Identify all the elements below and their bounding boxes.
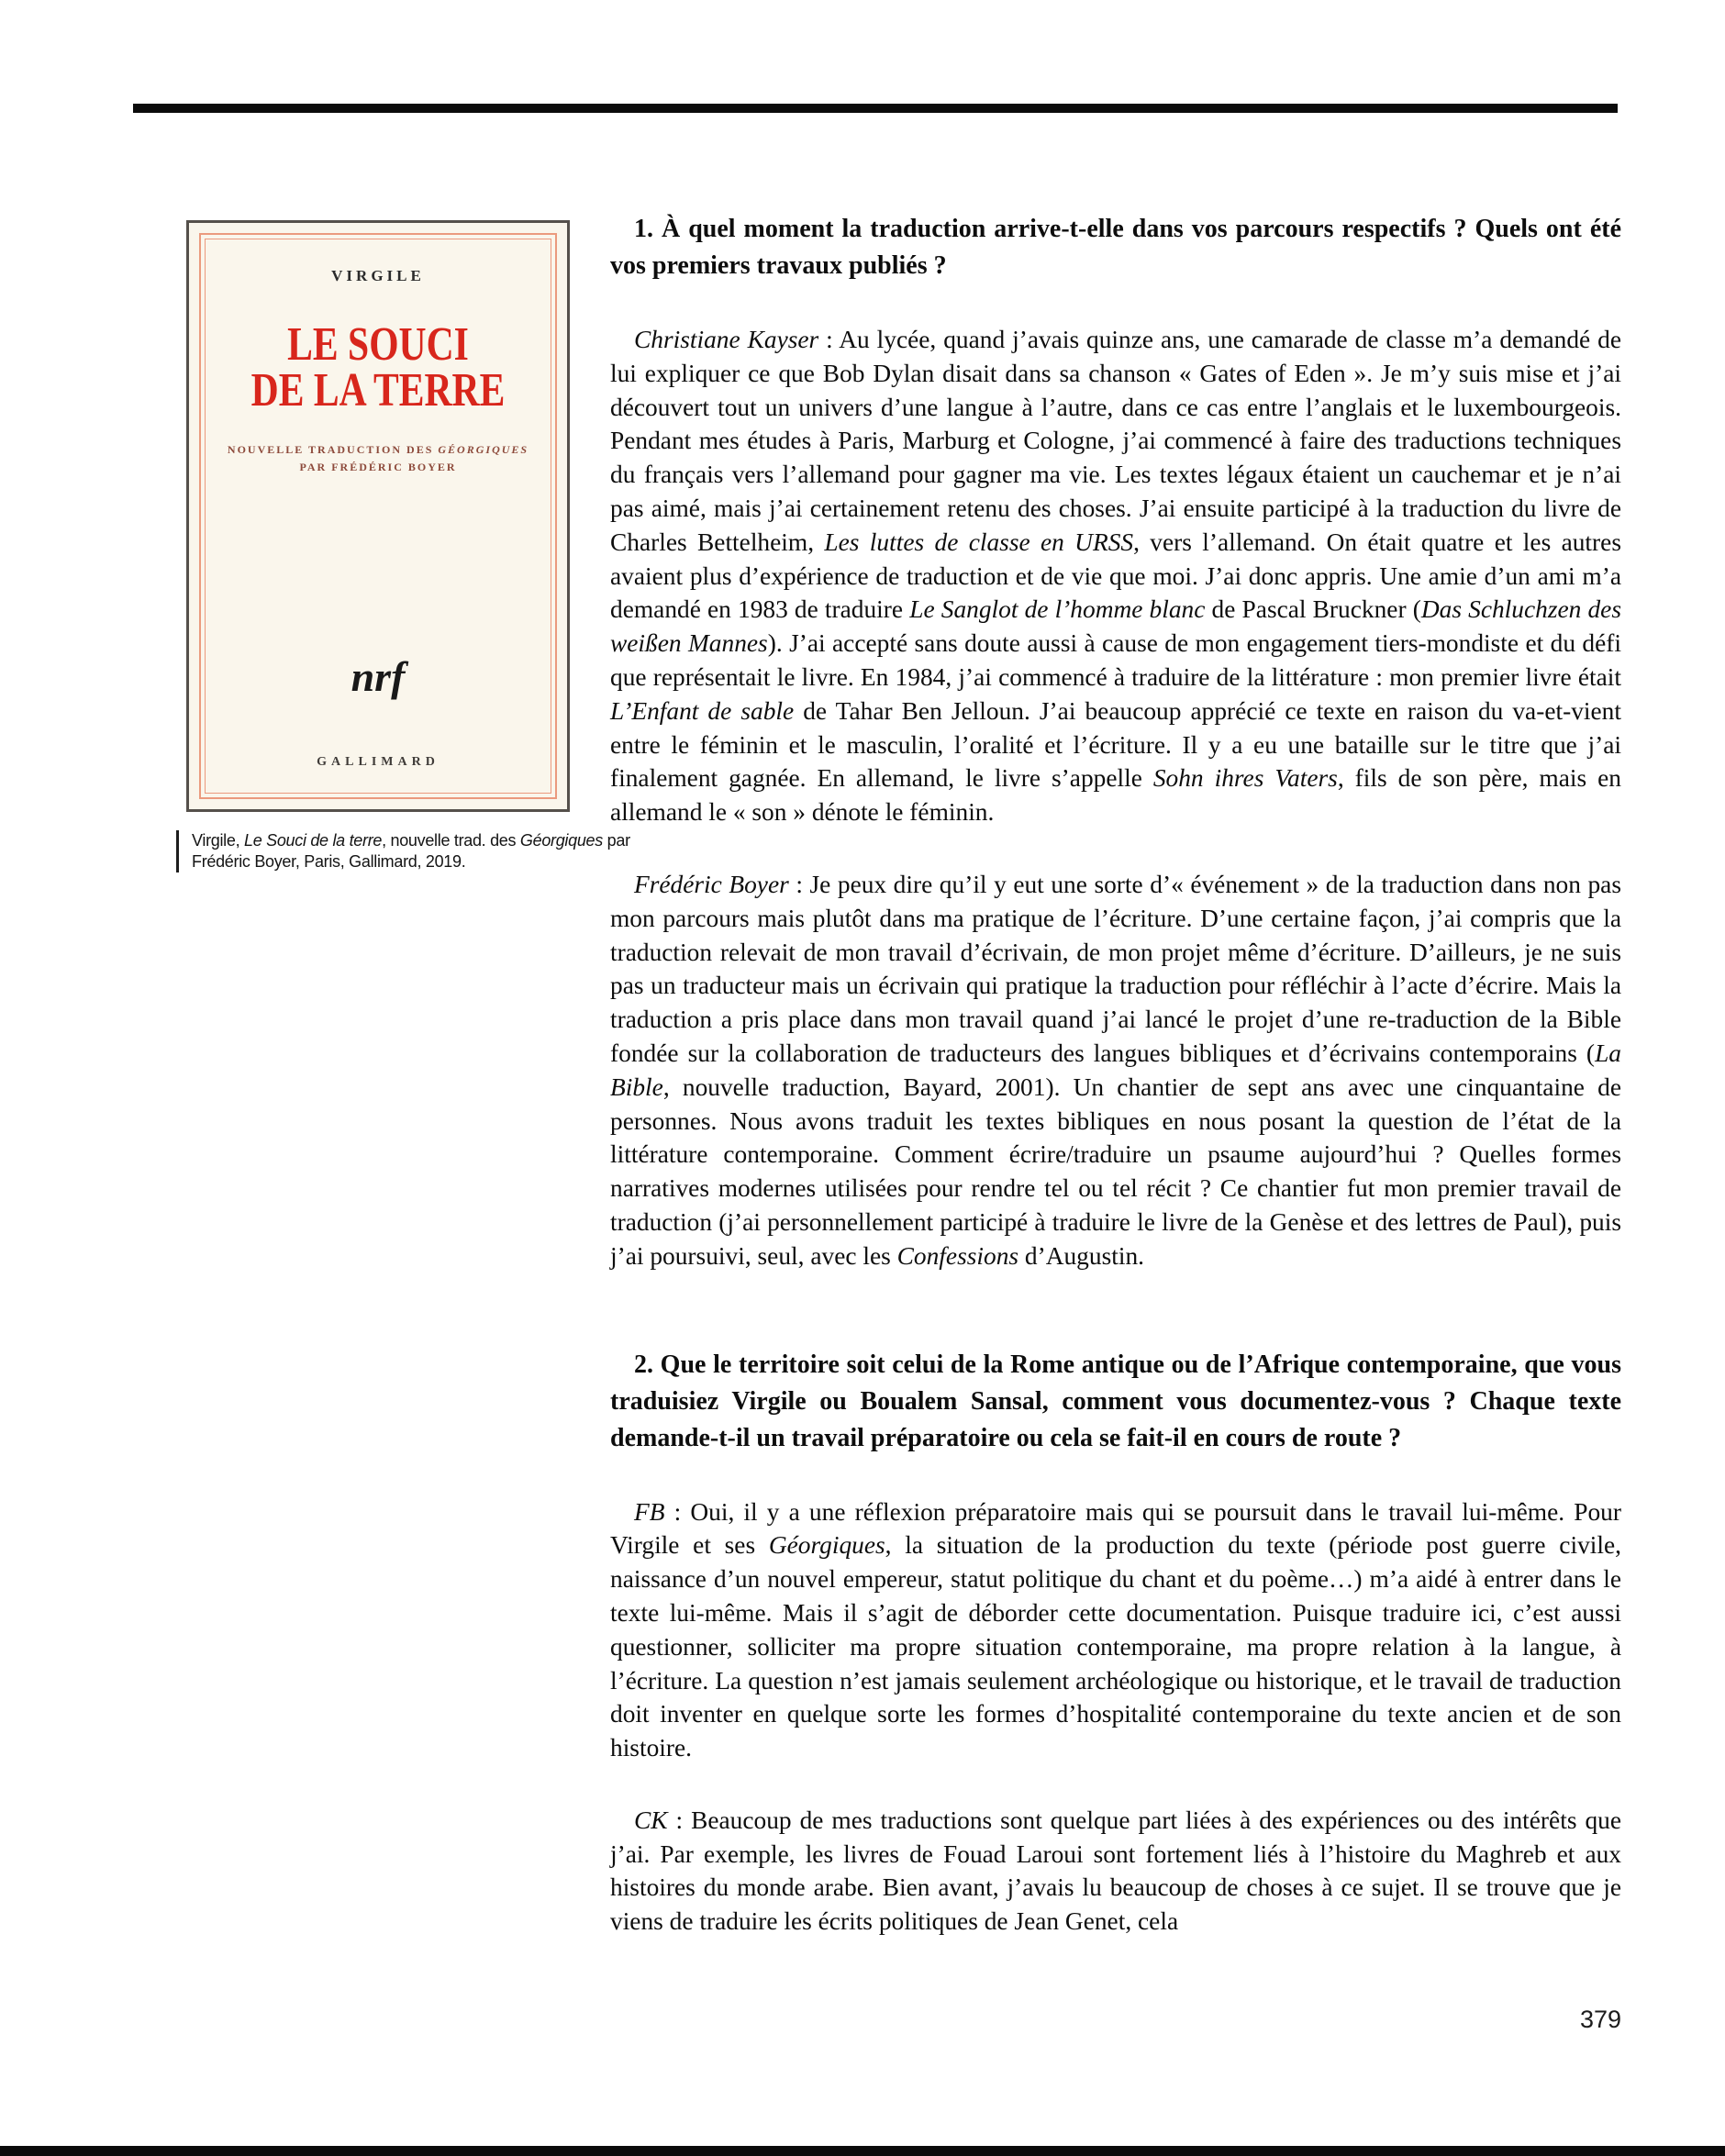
cover-subtitle	[189, 441, 567, 476]
figure-caption-text: Virgile, Le Souci de la terre, nouvelle trad. des Géorgiques par Frédéric Boyer, Paris, Gallimard, 2019.	[192, 831, 630, 871]
interview-answer: Frédéric Boyer : Je peux dire qu’il y eut une sorte d’« événement » de la traduction dans non pas mon parcours mais plutôt dans ma pratique de l’écriture. D’une certaine façon, j’ai compris que la traduction relevait de mon travail d’écrivain, de mon projet même d’écriture. D’ailleurs, je ne suis pas un traducteur mais un écrivain qui pratique la traduction pour réfléchir à l’acte d’écrire. Mais la traduction a pris place dans mon travail quand j’ai lancé le projet d’une re-traduction de la Bible fondée sur la collaboration de traducteurs des langues bibliques et d’écrivains contemporains (La Bible, nouvelle traduction, Bayard, 2001). Un chantier de sept ans avec une cinquantaine de personnes. Nous avons traduit les textes bibliques en nous posant la question de l’état de la littérature contemporaine. Comment écrire/traduire un psaume aujourd’hui ? Quelles formes narratives modernes utilisées pour rendre tel ou tel récit ? Ce chantier fut mon premier travail de traduction (j’ai personnellement participé à traduire le livre de la Genèse et des lettres de Paul), puis j’ai poursuivi, seul, avec les Confessions d’Augustin.	[610, 870, 1621, 1270]
cover-subtitle-line2: PAR FRÉDÉRIC BOYER	[299, 461, 457, 473]
interview-question: 1. À quel moment la traduction arrive-t-elle dans vos parcours respectifs ? Quels ont été vos premiers travaux publiés ?	[610, 215, 1621, 280]
interview-question: 2. Que le territoire soit celui de la Rome antique ou de l’Afrique contemporaine, que vous traduisiez Virgile ou Boualem Sansal, comment vous documentez-vous ? Chaque texte demande-t-il un travail préparatoire ou cela se fait-il en cours de route ?	[610, 1350, 1621, 1452]
nrf-logo: nrf	[351, 653, 406, 700]
article	[610, 211, 1621, 1939]
publisher-name: GALLIMARD	[317, 755, 440, 769]
interview-answer: CK : Beaucoup de mes traductions sont quelque part liées à des expériences ou des intérêts que j’ai. Par exemple, les livres de Fouad Laroui sont fortement liés à l’histoire du Maghreb et aux histoires du monde arabe. Bien avant, j’avais lu beaucoup de choses à ce sujet. Il se trouve que je viens de traduire les écrits politiques de Jean Genet, cela	[610, 1806, 1621, 1936]
cover-title	[227, 318, 529, 417]
bottom-rule	[0, 2146, 1725, 2156]
interview-answer: Christiane Kayser : Au lycée, quand j’avais quinze ans, une camarade de classe m’a demandé de lui expliquer ce que Bob Dylan disait dans sa chanson « Gates of Eden ». Je m’y suis mise et j’ai découvert tout un univers d’une langue à l’autre, dans ce cas entre l’anglais et le luxembourgeois. Pendant mes études à Paris, Marburg et Cologne, j’ai commencé à faire des traductions techniques du français vers l’allemand pour gagner ma vie. Les textes légaux étaient un cauchemar et je n’ai pas aimé, mais j’ai certainement retenu des choses. J’ai ensuite participé à la traduction du livre de Charles Bettelheim, Les luttes de classe en URSS, vers l’allemand. On était quatre et les autres avaient plus d’expérience de traduction et de vie que moi. J’ai donc appris. Une amie d’un ami m’a demandé en 1983 de traduire Le Sanglot de l’homme blanc de Pascal Bruckner (Das Schluchzen des weißen Mannes). J’ai accepté sans doute aussi à cause de mon engagement tiers-mondiste et du défi que représentait le livre. En 1984, j’ai commencé à traduire de la littérature : mon premier livre était L’Enfant de sable de Tahar Ben Jelloun. J’ai beaucoup apprécié ce texte en raison du va-et-vient entre le féminin et le masculin, l’oralité et l’écriture. Il y a eu une bataille sur le titre que j’ai finalement gagnée. En allemand, le livre s’appelle Sohn ihres Vaters, fils de son père, mais en allemand le « son » dénote le féminin.	[610, 326, 1621, 827]
page-number: 379	[1579, 2006, 1621, 2033]
cover-title-line2: DE LA TERRE	[250, 364, 506, 417]
cover-author: VIRGILE	[331, 267, 425, 284]
interview-answer: FB : Oui, il y a une réflexion préparatoire mais qui se poursuit dans le travail lui-même. Pour Virgile et ses Géorgiques, la situation de la production du texte (période post guerre civile, naissance d’un nouvel empereur, statut politique du chant et du poème…) m’a aidé à entrer dans le texte lui-même. Mais il s’agit de déborder cette documentation. Puisque traduire ici, c’est aussi questionner, solliciter ma propre situation contemporaine, ma propre relation à la langue, à l’écriture. La question n’est jamais seulement archéologique ou historique, et le travail de traduction doit inventer en quelque sorte les formes d’hospitalité contemporaine du texte ancien et de son histoire.	[610, 1497, 1621, 1762]
figure-caption	[176, 830, 632, 872]
cover-title-line1: LE SOUCI	[287, 318, 469, 371]
book-cover	[186, 220, 570, 812]
cover-subtitle-line1: NOUVELLE TRADUCTION DES GÉORGIQUES	[227, 443, 529, 456]
top-rule	[133, 104, 1618, 113]
